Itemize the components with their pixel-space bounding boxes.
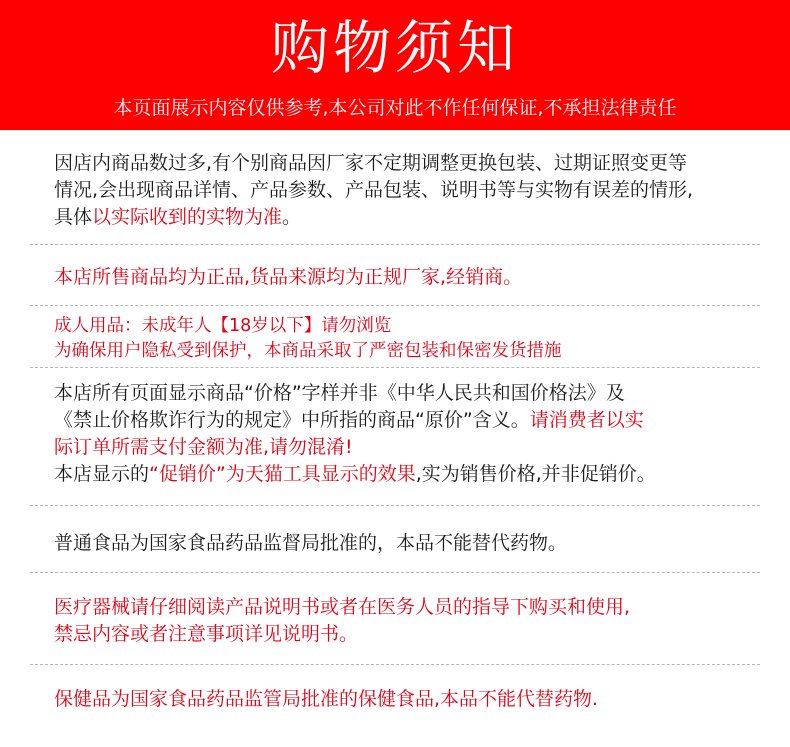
notice-adult-line-2: 为确保用户隐私受到保护，本商品采取了严密包装和保密发货措施 — [54, 341, 562, 361]
notice-price-line-4-suffix: ,实为销售价格,并非促销价。 — [415, 463, 656, 485]
notice-medical-line-1: 医疗器械请仔细阅读产品说明书或者在医务人员的指导下购买和使用, — [54, 596, 631, 618]
notice-price-line-4 — [54, 461, 756, 488]
notice-price-line-1: 本店所有页面显示商品“价格”字样并非《中华人民共和国价格法》及 — [54, 382, 625, 404]
separator — [30, 505, 760, 506]
separator — [30, 367, 760, 368]
notice-price-line-2 — [54, 407, 756, 434]
separator — [30, 244, 760, 245]
notice-food — [54, 530, 756, 557]
notice-health-product — [54, 686, 756, 713]
notice-price-line-4-highlight: “促销价”为天猫工具显示的效果 — [149, 463, 416, 485]
notice-packaging-highlight: 以实际收到的实物为准 — [92, 206, 283, 228]
notice-health-line-1: 保健品为国家食品药品监管局批准的保健食品,本品不能代替药物. — [54, 688, 599, 710]
notice-adult-products — [54, 314, 756, 364]
notice-price-line-2-highlight: 请消费者以实 — [529, 409, 644, 431]
notice-price-line-3: 际订单所需支付金额为准,请勿混淆! — [54, 436, 353, 458]
notice-authentic — [54, 264, 756, 291]
notice-price-line-4-prefix: 本店显示的 — [54, 463, 150, 485]
page-title: 购物须知 — [270, 14, 519, 82]
notice-packaging-line-1: 因店内商品数过多,有个别商品因厂家不定期调整更换包装、过期证照变更等 — [54, 152, 688, 174]
notice-food-line-1: 普通食品为国家食品药品监督局批准的，本品不能替代药物。 — [54, 532, 568, 554]
notice-medical-device — [54, 594, 756, 648]
notice-authentic-line-1: 本店所售商品均为正品,货品来源均为正规厂家,经销商。 — [54, 266, 523, 288]
notice-medical-line-2: 禁忌内容或者注意事项详见说明书。 — [54, 623, 359, 645]
notice-packaging-prefix: 具体 — [54, 206, 93, 228]
notice-packaging-suffix: 。 — [282, 206, 302, 228]
disclaimer-subtitle: 本页面展示内容仅供参考,本公司对此不作任何保证,不承担法律责任 — [113, 97, 677, 119]
notice-packaging — [54, 150, 756, 231]
header-banner — [0, 0, 790, 130]
notice-adult-line-1: 成人用品：未成年人【18岁以下】请勿浏览 — [54, 316, 392, 336]
separator — [30, 572, 760, 573]
notice-price — [54, 380, 756, 488]
notice-price-line-2-text: 《禁止价格欺诈行为的规定》中所指的商品“原价”含义。 — [54, 409, 530, 431]
notice-packaging-line-2: 情况,会出现商品详情、产品参数、产品包装、说明书等与实物有误差的情形, — [54, 179, 694, 201]
separator — [30, 305, 760, 306]
notice-packaging-line-3 — [54, 204, 756, 231]
separator — [30, 664, 760, 665]
